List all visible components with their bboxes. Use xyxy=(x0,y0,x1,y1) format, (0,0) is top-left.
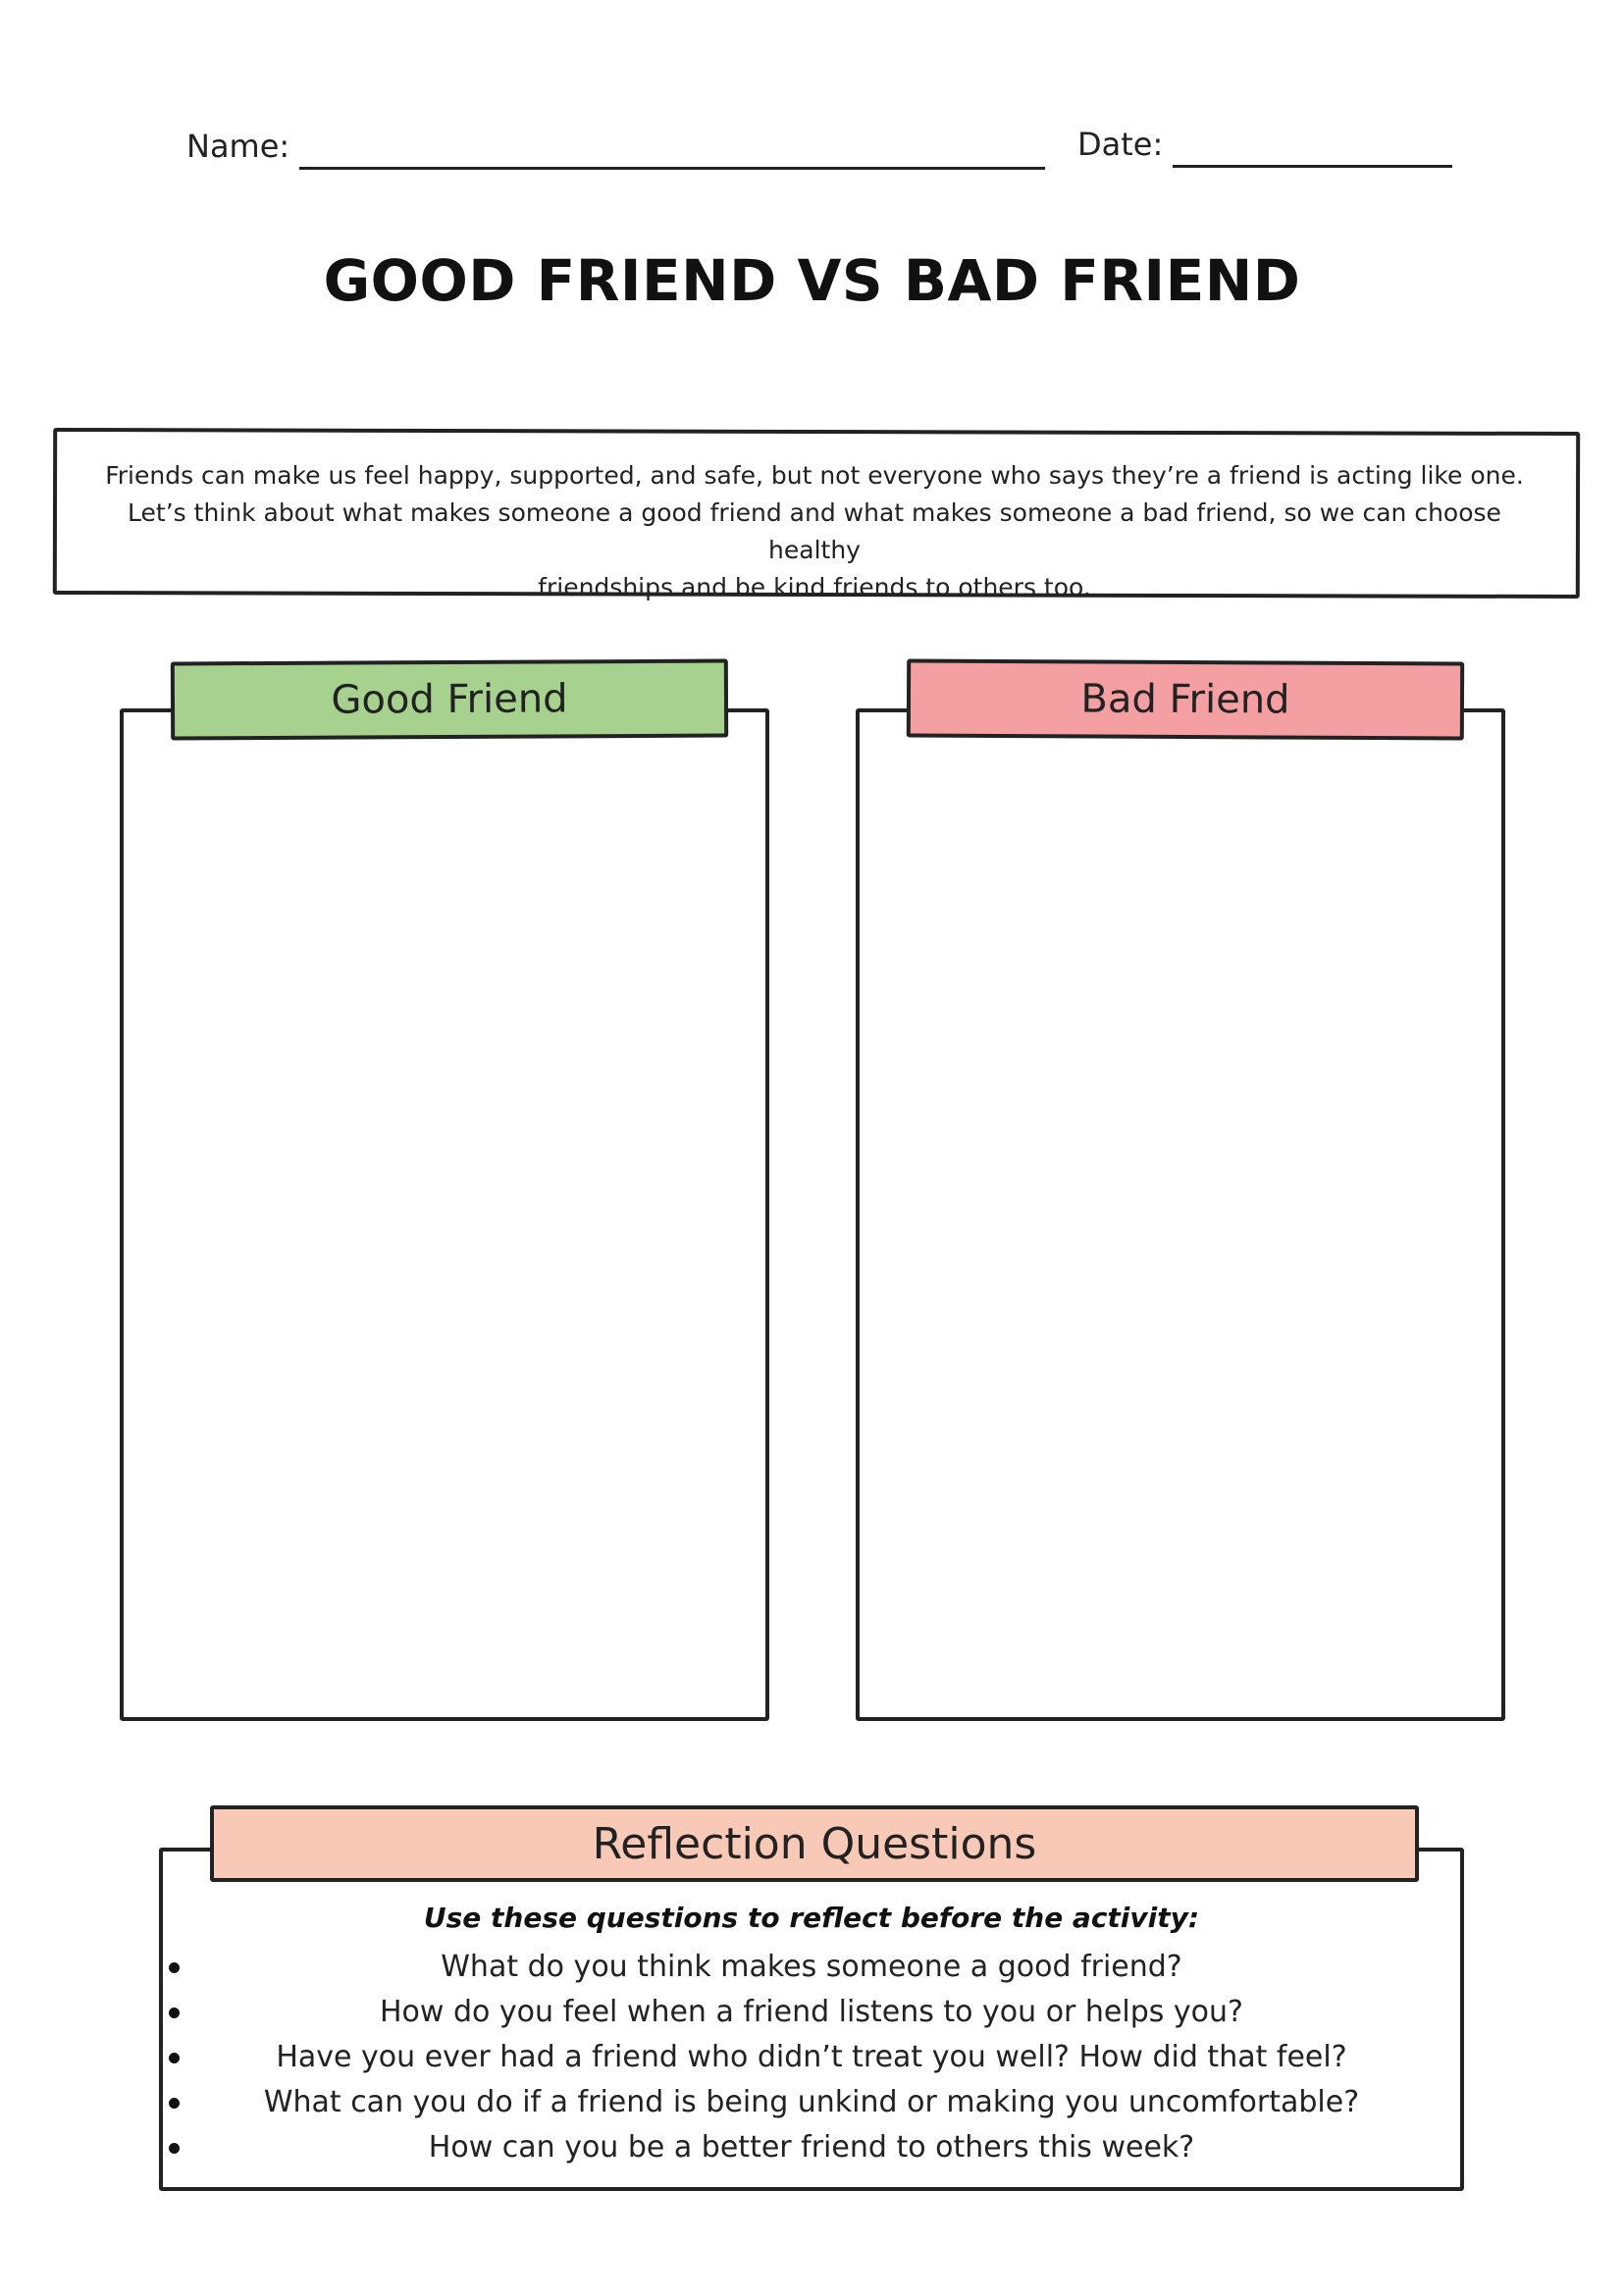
list-item xyxy=(159,2125,1464,2170)
bullet-icon xyxy=(169,2008,180,2018)
name-field-line[interactable] xyxy=(299,167,1045,170)
intro-text xyxy=(98,457,1531,606)
date-label: Date: xyxy=(1077,126,1164,163)
reflection-subtitle: Use these questions to reflect before the activity: xyxy=(423,1902,1200,1934)
question-text: How do you feel when a friend listens to you or helps you? xyxy=(380,1995,1243,2029)
bullet-icon xyxy=(169,2098,180,2109)
list-item xyxy=(159,2080,1464,2125)
list-item xyxy=(159,1945,1464,1990)
date-field-line[interactable] xyxy=(1173,165,1452,168)
bullet-icon xyxy=(169,2143,180,2154)
question-text: What do you think makes someone a good friend? xyxy=(441,1950,1182,1984)
list-item xyxy=(159,1990,1464,2035)
list-item xyxy=(159,2035,1464,2080)
question-text: What can you do if a friend is being unkind or making you uncomfortable? xyxy=(263,2085,1360,2119)
intro-line: Let’s think about what makes someone a good friend and what makes someone a bad friend, so we can choose healthy xyxy=(128,498,1501,564)
bad-friend-label: Bad Friend xyxy=(1080,676,1290,723)
bullet-icon xyxy=(169,2053,180,2063)
question-list xyxy=(159,1945,1464,2170)
question-text: Have you ever had a friend who didn’t treat you well? How did that feel? xyxy=(276,2040,1347,2074)
bad-friend-writing-area[interactable] xyxy=(856,708,1505,1721)
intro-line: Friends can make us feel happy, supported, and safe, but not everyone who says they’re a friend is acting like one. xyxy=(105,461,1524,490)
good-friend-label: Good Friend xyxy=(331,676,568,723)
reflection-title: Reflection Questions xyxy=(592,1818,1037,1869)
name-label: Name: xyxy=(186,128,290,165)
page-title: GOOD FRIEND VS BAD FRIEND xyxy=(323,247,1301,314)
intro-line: friendships and be kind friends to others too. xyxy=(538,573,1091,601)
good-friend-writing-area[interactable] xyxy=(120,708,769,1721)
question-text: How can you be a better friend to others this week? xyxy=(428,2130,1195,2165)
reflection-header xyxy=(210,1805,1419,1882)
good-friend-header xyxy=(171,659,728,741)
bullet-icon xyxy=(169,1962,180,1973)
bad-friend-header xyxy=(907,659,1464,741)
